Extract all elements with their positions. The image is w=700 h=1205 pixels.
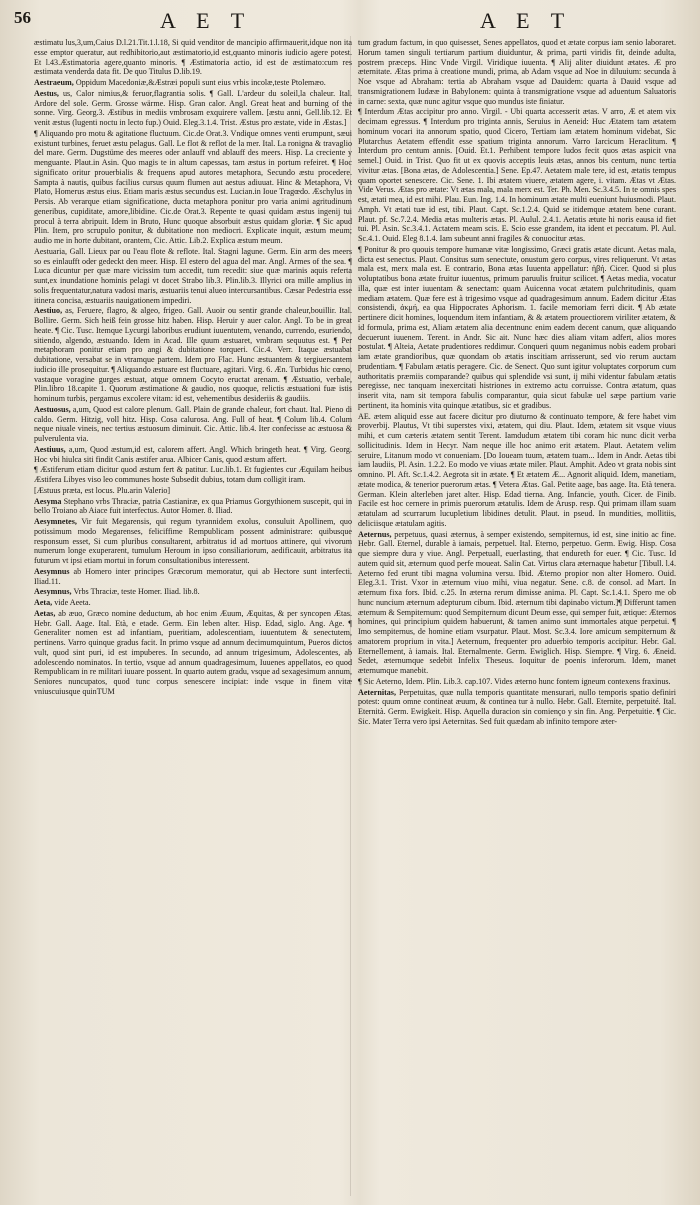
dictionary-entry [34, 306, 352, 404]
dictionary-entry [358, 677, 676, 687]
entry-text: Oppidum Macedoniæ,&Æstræi populi sunt eius vrbis incolæ,teste Ptolemæo. [75, 78, 326, 87]
entry-headword: Aetas, [34, 608, 56, 618]
dictionary-entry [34, 486, 352, 496]
entry-headword: Aesymnetes, [34, 517, 77, 526]
dictionary-entry [34, 517, 352, 566]
dictionary-entry [358, 412, 676, 529]
entry-text: Aestuaria, [34, 246, 68, 256]
dictionary-entry [34, 598, 352, 608]
entry-text: as, Feruere, flagro, & algeo, frigeo. Gall. Auoir ou sentir grande chaleur,bouillir. Ital. Bollire. Germ. Sich heiß fein grosse hitz haben. Hisp. Heruir y auer calor. Angl. To be in great heate. ¶ Cic. Tusc. Itemque Lycurgi laboribus erudiunt iuuentutem, venando, currendo, esuriendo, sitiendo, algendo, æstuando. Idem in Acad. Ille quum æstuaret, vmbram sequutus est. ¶ Per metaphoram ponitur etiam pro angi & dubitatione torqueri. Cic.4. Verr. Itaque æstuabat dubitatione, versabat se in vtramque partem. Idem pro Flac. Hunc æstuantem & tergiuersantem iudicio ille prosequitur. ¶ Aliquando æstuare est fluctuare, agitari. Virg. 6. Æn. Turbidus hic cœno, vastaque voragine gurges æstuat, atque omnem Cocyto eructat arenam. ¶ Æstuatio, verbale, Plin.libro 18.capite 1. Quorum æstimatione & gaudio, nos quoque, relictis æstuationi fuæ istis hominum turbis, pergamus excolere vitam: id est, vehementibus desideriis & gaudiis. [34, 306, 352, 403]
dictionary-entry [358, 245, 676, 411]
entry-headword: Aestraeum, [34, 78, 74, 87]
entry-headword: Aestiuo, [34, 306, 63, 316]
entry-text: perpetuus, quasi æternus, à semper existendo, sempiternus, id est, sine initio ac fine. Hebr. Gall. Eternel, durable à iamais, perpetuel. Ital. Eterno, perpetuo. Germ. Ewig. Hisp. Cosa que siempre dura y viue. Angl. Perpetuall, euerlasting, that endureth for euer. ¶ Cic. Tusc. Id autem quid sit, æternum quod perfe moueat. Salin Cat. Virtus clara æternaque habetur [Tibull. l.4. Aeterno fed erunt tibi magna volumina versu. Ibid. Æterno propior non alter Homero. Ouid. Eleg.3.1. Trist. Vxor in æternum viuo mihi, viua negatur. Sene. c.8. de consol. ad Mart. In æternum fixa fors. Ibid. c.25. In æterna rerum dimisse anima. Pl. Capt. Sc.1.4.1. Spero me ob hunc nuncium æternum adepturum cibum. Ibid. æternum tibi dapinabo victum.]¶ Differunt tamen æternum & Sempiternum: quod Sempiternum dicunt Deum esse, qui semper fuit, ætique: Æternos homines, qui principium quidem habuerunt, & tamen animo sunt immortales atque perpetui. ¶ Imo sempiternus, de homine etiam vsurpatur. Plaut. Most. Sc.3.4. Iore amicum sempiternum & amatorem proprium in vita.] Aeternum, frequenter pro aduerbio temporis accipitur. Hebr. Gal. Eternellement, à iamais. Ital. Eternalmente. Germ. Ewiglich. Hisp. Siempre. ¶ Virg. 6. Æneid. Sedet, æternumque sedebit Infelix Theseus. Ioquitur de poenis inferorum. Idem, manet æternumque manebit. [358, 529, 676, 675]
entry-headword: Aestiuus, [34, 444, 66, 454]
dictionary-entry [34, 497, 352, 517]
dictionary-entry [34, 567, 352, 587]
dictionary-entry [34, 405, 352, 444]
entry-text: ¶ Æstiferum etiam dicitur quod æstum fert & patitur. Luc.lib.1. Et fugientes cur Æquilam heibus Æstifera Libyes viso leo communes hoste Subsedit dubius, totam dum colligit iram. [34, 465, 352, 484]
entry-headword: Aesymnus [34, 566, 70, 576]
entry-text: AE. ætem aliquid esse aut facere dicitur pro diuturno & continuato tempore, & fere habet vim proverbij. Plautus, Vt tibi superstes vixi, ætatem, qui diu. Plaut. Idem, ætatem sit vsque viuus mihi, et cum cæteris ætatem sentit Terent. Iamdudum ætatem tibi coram hic nunc dicit verba sollicitudinis. Idem in Hecyr. Nam neque ille hoc animo erit ætatem. Plaut. Aetatem velim seruire, Litanum modo vt conueniam. [Do Ioueam tuum, ætatem tuam... Idem in Andr. Aetas tibi iam laudiis, Pl. Asin. 1.2.2. Eo modo ve viuas ætate miler. Plaut. Amphit. Adeo vt grata nobis sint omnino. Pl. Aft. Sc.1.4.2. Aegrota sit in ætate. ¶ Et ætatem Æ... Agnorit aliquid. Idem, manetiam, ætate modica, & tenerior puerorum ætas. ¶ Vetera Ætas. Gal. Petite aage, bas aage. Ita. Età tenera. German. Klein alterleben jaret alter. Hisp. Edad tierna. Ang. Infancie, youth. Cicer. de Finib. Facile est hoc cernere in primis puerorum ætatulis. Idem de Arusp. resp. Qui primam illam suam ætatulam ad scurrarum lucupletium libidines detulit. Plaut. in pseud. In mundities, mollitiis, deliciisque ætatulam agitis. [358, 411, 676, 528]
entry-headword: Aestus, [34, 88, 59, 98]
dictionary-entry [358, 107, 676, 244]
entry-text: ¶ Sic Aeterno, Idem. Plin. Lib.3. cap.107. Vides æterno hunc fontem igneum contexens fraxinus. [358, 676, 671, 686]
dictionary-entry [358, 530, 676, 676]
entry-text: Perpetuitas, quæ nulla temporis quantitate mensurari, nullo temporis spatio definiri potest: quum omne contineat æuum, & continea tur à nullo. Hebr. Gall. Eternite, perpetuité. Ital. Eternità. Germ. Ewigkeit. Hisp. Aquella duracion sin comienço y sin fin. Ang. Perpetuitie. ¶ Cic. Sic. Mater Terra vero ipsi Aeternitas. Sed fuit quædam ab infinito tempore æter- [358, 687, 676, 726]
dictionary-entry [34, 129, 352, 246]
entry-headword: Aeternus, [358, 529, 392, 539]
entry-headword: Aesyma [34, 496, 62, 506]
entry-text: ab æuo, Græco nomine deductum, ab hoc enim Æuum, Æquitas, & per syncopen Ætas. Hebr. Gall. Aage. Ital. Età, e etade. Germ. Ein leben alter. Hisp. Edad, siglo. Ang. Age. ¶ Generaliter nomen est ad infantiam, pueritiam, adolescentiam, iuuentutem & senectutem, pertinens. Varro quinque gradus facit. In primo vsque ad annum decimumquintum, Pueros dictos vult, quod sint puri, id est impuberes. In secundo, ad annum trigesimum, Adolescentes, ab adolescendo nominatos. In tertio, vsque ad annum quadragesimum, Iuuenes appellatos, eo quod Rempublicam in re militari iuuare possent. In quarto autem gradu, vsque ad sexagesimum annum, Seniores nuncupatos, quod tunc corpus senescere incipiat: inde vsque in finem vitæ vniuscuiusque quinTUM [34, 608, 352, 696]
running-head [0, 8, 700, 34]
dictionary-entry [34, 247, 352, 306]
dictionary-entry [358, 688, 676, 727]
dictionary-entry [34, 78, 352, 88]
right-running-head: A E T [480, 8, 573, 33]
entry-text-continued: Gall. Lieux par ou l'eau flote & reflote. Ital. Stagni lagune. Germ. Ein arm des meers so es einlaufft oder gedeckt den meer. Hisp. El estero del agua del mar. Angl. Armes of the sea. ¶ Luca dicuntur per quæ mare vicissim tum accedit, tum recedit: siue quæ marinis aquis referta sunt,ex inundatione hominis pelagi vt docet Strabo lib.3. Plin.lib.3. Illyrici ora mille amplius in solis frequentatur,natura vadosi maris, æstuariis tenui alueo intercursantibus. Cæsar Pedestria esse itinera concisa, æstuariis nauigationem impediri. [34, 246, 352, 305]
dictionary-entry [34, 38, 352, 77]
entry-text: ab Homero inter principes Græcorum memoratur, qui ab Hectore sunt interfecti. Iliad.11. [34, 566, 352, 586]
entry-text: [Æstuus præta, est locus. Plu.arin Valerio] [34, 485, 171, 495]
entry-text: ¶ Aliquando pro motu & agitatione fluctuum. Cic.de Orat.3. Vndique omnes venti erumpunt, sæui existunt turbines, feruet æstu pelagus. Gall. Le flot & reflot de la mer. Ital. La ronigna & travaglio del mare. Germ. Dugstüme des meeres oder anlauff vnd ablauff des meers. Hisp. La creciente y menguante. Plaut.in Asin. Quo magis te in altum capessas, tam æstus in portum refeiret. ¶ Hoc significato oritur prouerbialis & frequens apud autores metaphora, Secundo æstu procedere. Sampta à nautis, quibus facilius cursus quum flumen aut aestus adiuuat. Hinc & Metaphora, Vt Plato, Homerus æstus eius. Etiam maris æstus secundus est. Lucian.in Ioue Tragœdo. Æschylus in Persis. Ab verarque etiam significatione, ducta metaphora ponitur pro varia animi agritudinum generibus, cupiditate, amore,libidine. Cic.de Orat.3. Repente te quasi quidam æstus ingenij tui procul à terra abripuit. Idem in Bruto, Hunc quoque absorbuit æstus quidam gloriæ. ¶ Sic apud Plin. Item, pro scrupulo ponitur, & dubitatione non mediocri. Explicate inquit, æstum meum; audio me in horte dubitant, orantem, Cic. Attic. Lib.2. Explica æstum meum. [34, 128, 352, 245]
entry-text: us, Calor nimius,& feruor,flagrantia solis. ¶ Gall. L'ardeur du soleil,la chaleur. Ital. Ardore del sole. Germ. Grosse wärme. Hisp. Gran calor. Angl. Great heat and burning of the sonne. Virg. Georg.3. Æstibus in mediis vmbrosam exquirere vallem. [æstu anni, Gell.lib.12. Et venit æstus (lugenti noctu in lecto fup.) Ouid. Eleg.3.1.4. Trist. Æstus pro æstate, vide in Æstas.] [34, 88, 352, 127]
entry-text: æstimatu lus,3,um,Caius D.l.21.Tit.1.l.18, Si quid venditor de mancipio affirmauerit,idque non ita esse emptor queratur, aut redhibitorio,aut æstimatorio,id est,quanto minoris iudicio agere potest. Et l.43.Æstimatoria agere,quanto minoris. ¶ Æstimatoria actio, id est de æstimato:cum res æstimata venderda data fit. De quo Titulus D.lib.19. [34, 38, 352, 77]
entry-text: Vrbs Thraciæ, teste Homer. Iliad. lib.8. [73, 587, 200, 597]
entry-text: Vir fuit Megarensis, qui regum tyrannidem exolus, consuluit Apollinem, quo potissimum modo Megarenses, feliciffime Rempublicam possent administrare: quibusque responsum esset, Si cum pluribus consultarent, arbitratus id ad mortuos attinere, qui vivorum numerum longe exuperarent, tumulum Heroum in ipso consiliariorum, aedificauit, arbitratus ita futurum vt ipsi etiam mortui in forum consultationibus interessent. [34, 517, 352, 565]
entry-text: vide Aeeta. [54, 598, 91, 607]
entry-text: a,um, Quod est calore plenum. Gall. Plain de grande chaleur, fort chaut. Ital. Pieno di caldo. Germ. Hitzig, voll hitz. Hisp. Cosa calurosa. Ang. Full of heat. ¶ Colum lib.4. Colum neque niuale vineis, nec tertius æstuosum diminuit. Cic. Attic. lib.4. Iter confecisse ac æstuosa & pulverulenta via. [34, 404, 352, 443]
left-text-column [34, 38, 352, 1198]
dictionary-entry [34, 587, 352, 597]
dictionary-entry [34, 445, 352, 465]
entry-text: a,um, Quod æstum,id est, calorem affert. Angl. Which bringeth heat. ¶ Virg. Georg. Hoc vbi hiulca siti findit Canis æstifer arua. Albicer Canis, quod æstum affert. [34, 444, 352, 464]
entry-text: tum gradum factum, in quo quisesset, Senes appellatos, quod et ætate corpus iam senio laboraret. Horum tamen singuli tertiarum partium diuiduntur, & prima, parti viridis fit, deinde adulta, postrem præceps. Hinc Vnde Virgil. Viridique iuuenta. ¶ Alij aliter diuidunt ætates. Æ pro æternitate. Ætas prima à creatione mundi, prima, ab Adam vsque ad Noe in diluuium: secunda à Noe vsque ad Abraham: tertia ab Abraham vsque ad Dauidem: quarta à Dauid vsque ad transmigrationem Iudææ in Babylonem: quinta à transmigratione vsque ad aduentum Saluatoris in carne: sexta, quæ nunc agitur vsque quo mundus iste finiatur. [358, 38, 676, 106]
entry-headword: Aesymnus, [34, 587, 72, 597]
entry-headword: Aeternitas, [358, 687, 396, 697]
entry-headword: Aeta, [34, 598, 53, 607]
left-running-head: A E T [160, 8, 253, 33]
page-number: 56 [14, 8, 31, 27]
entry-text: ¶ Ponitur & pro quouis tempore humanæ vitæ longissimo, Græci gratis ætate dicunt. Aetas mala, dicta est senectus. Plaut. Consitus sum senectute, onustum gero corpus, vires reliquerunt. Vt ætas mala est, merx mala est. E contrario, Bona ætas Iuuenta appellatur: ἡβή. Cicer. Quod si plus voluptatibus bona ætate fruitur iuuentus, primum paruulis fruitur scilicet. ¶ Aetas media, vocatur illa, quæ est inter iuuentam & senectam: quam Auicenna vocat ætatem pulchritudinis, quam mediam ætatem. Quæ fere est à trigesimo vsque ad quadragesimum annum. Eadem dicitur Ætas consistendi, ἀκμή, ea qua Hippocrates Aphorism. 1. facile memoriam ferri dicit. ¶ Ab ætate pertinere dicit homines, loquendum item infantiam, & & ætatem prouectiorem viriliter ætatem, & id formula, prima est, Aliam ætatem alia decentnunc enim eadem decent canum, quæ aliquando decuerunt iuuenem. Terent. in Andr. Sic ait. Nunc hæc dies aliam vitam adfert, alios mores postulat. ¶ Alteia, Aetate prudentiores reddimur. Conqueri quum neganimus nobis eadem probari iam ætate grandioribus, quæ quondam ob ætatis inscitiam arrisserunt, sed vio rerum auctam prudentiam. ¶ Fabulam ætatis peragere. Cic. de Senect. Quo sunt igitur voluptates corporum cum authoritatis præmiis comparande? quibus qui splendide vsi sunt, ij mihi videntur fabulam ætatis peregisse, nec tanquam inexercitati histriones in extremo actu corruisse. Contra ætatum, quas inserit vita, nam sit tempora fabulis comparantur, quia sicut fabulæ uel sæpe partium varie pertinent, ita hominis vita quinque ætatibus, sic et gradibus. [358, 244, 676, 410]
dictionary-entry [34, 89, 352, 128]
dictionary-entry [34, 465, 352, 485]
entry-text: ¶ Interdum Ætas accipitur pro anno. Virgil. - Ubi quarta accesserit ætas. V arro, Æ et atem vix decimam egressus. ¶ Interdum pro triginta annis, Seruius in Aeneid: Huc Ætatem tam ætatem hominum vocari ita annorum spatio, quod Cicero, Tertiam iam ætatem hominum videbat, Sic Plutarchus Aetatem effendit esse spatium triginta annorum. Varro Iarcicum Heraclitum. ¶ Interdum pro centum annis. [Ouid. Et.1. Perhibent tempore ludos fecit quos ætas aspicit vna semel.] Ouid. in Trist. Quo fit ut ex quovis acceptis leuis ætas, annos bis centum, nunc tertia vivitur ætas. [Bona ætas, de Adolescentia.] Sene. Ep.47. Aetatem male tere, id est, ætatis tempus quam oportet senescere. Cic. Sene. 1. Ibi ætatem viuere, ætatem agere, i. vitam. Ætas vt Ætas. Vide Verus. Ætas pro ætate: Vt ætas mala, mala merx est. Ter. Ph. Men. Sc.3.4.5. In te omnis spes est, ætati mea, id est mihi. Plau. Eun. Ing. 1.4. In hominum ætate multi eueniunt huiusmodi. Plaut. Amph. Vt ætati tuæ id est, tibi. Plaut. Capt. Sc.1.2.4. Quid se itidemque ætatem bene curant. Plaut. pf. Sc.7.2.4. Media ætas multeris ætas. Pl. Aulul. 2.4.1. Aetatis ætute hi noris eausa id fiet tui. Pl. Asin. Sc.3.4.1. Actatem meam scis. E. Scio esse grandem, ita ident et peccatum. Pl. Aul. Sc.4.1. Ouid. Eleg 8.1.4. Iam subeunt anni fragiles & conuocitur ætas. [358, 107, 676, 243]
right-text-column [358, 38, 676, 1198]
dictionary-entry [34, 609, 352, 697]
entry-headword: Aestuosus, [34, 404, 71, 414]
entry-text: Stephano vrbs Thraciæ, patria Castianiræ, ex qua Priamus Gorgythionem suscepit, qui in bello Troiano ab Aiace fuit interfectus. Autor Homer. 8. Iliad. [34, 496, 352, 516]
dictionary-entry [358, 38, 676, 106]
